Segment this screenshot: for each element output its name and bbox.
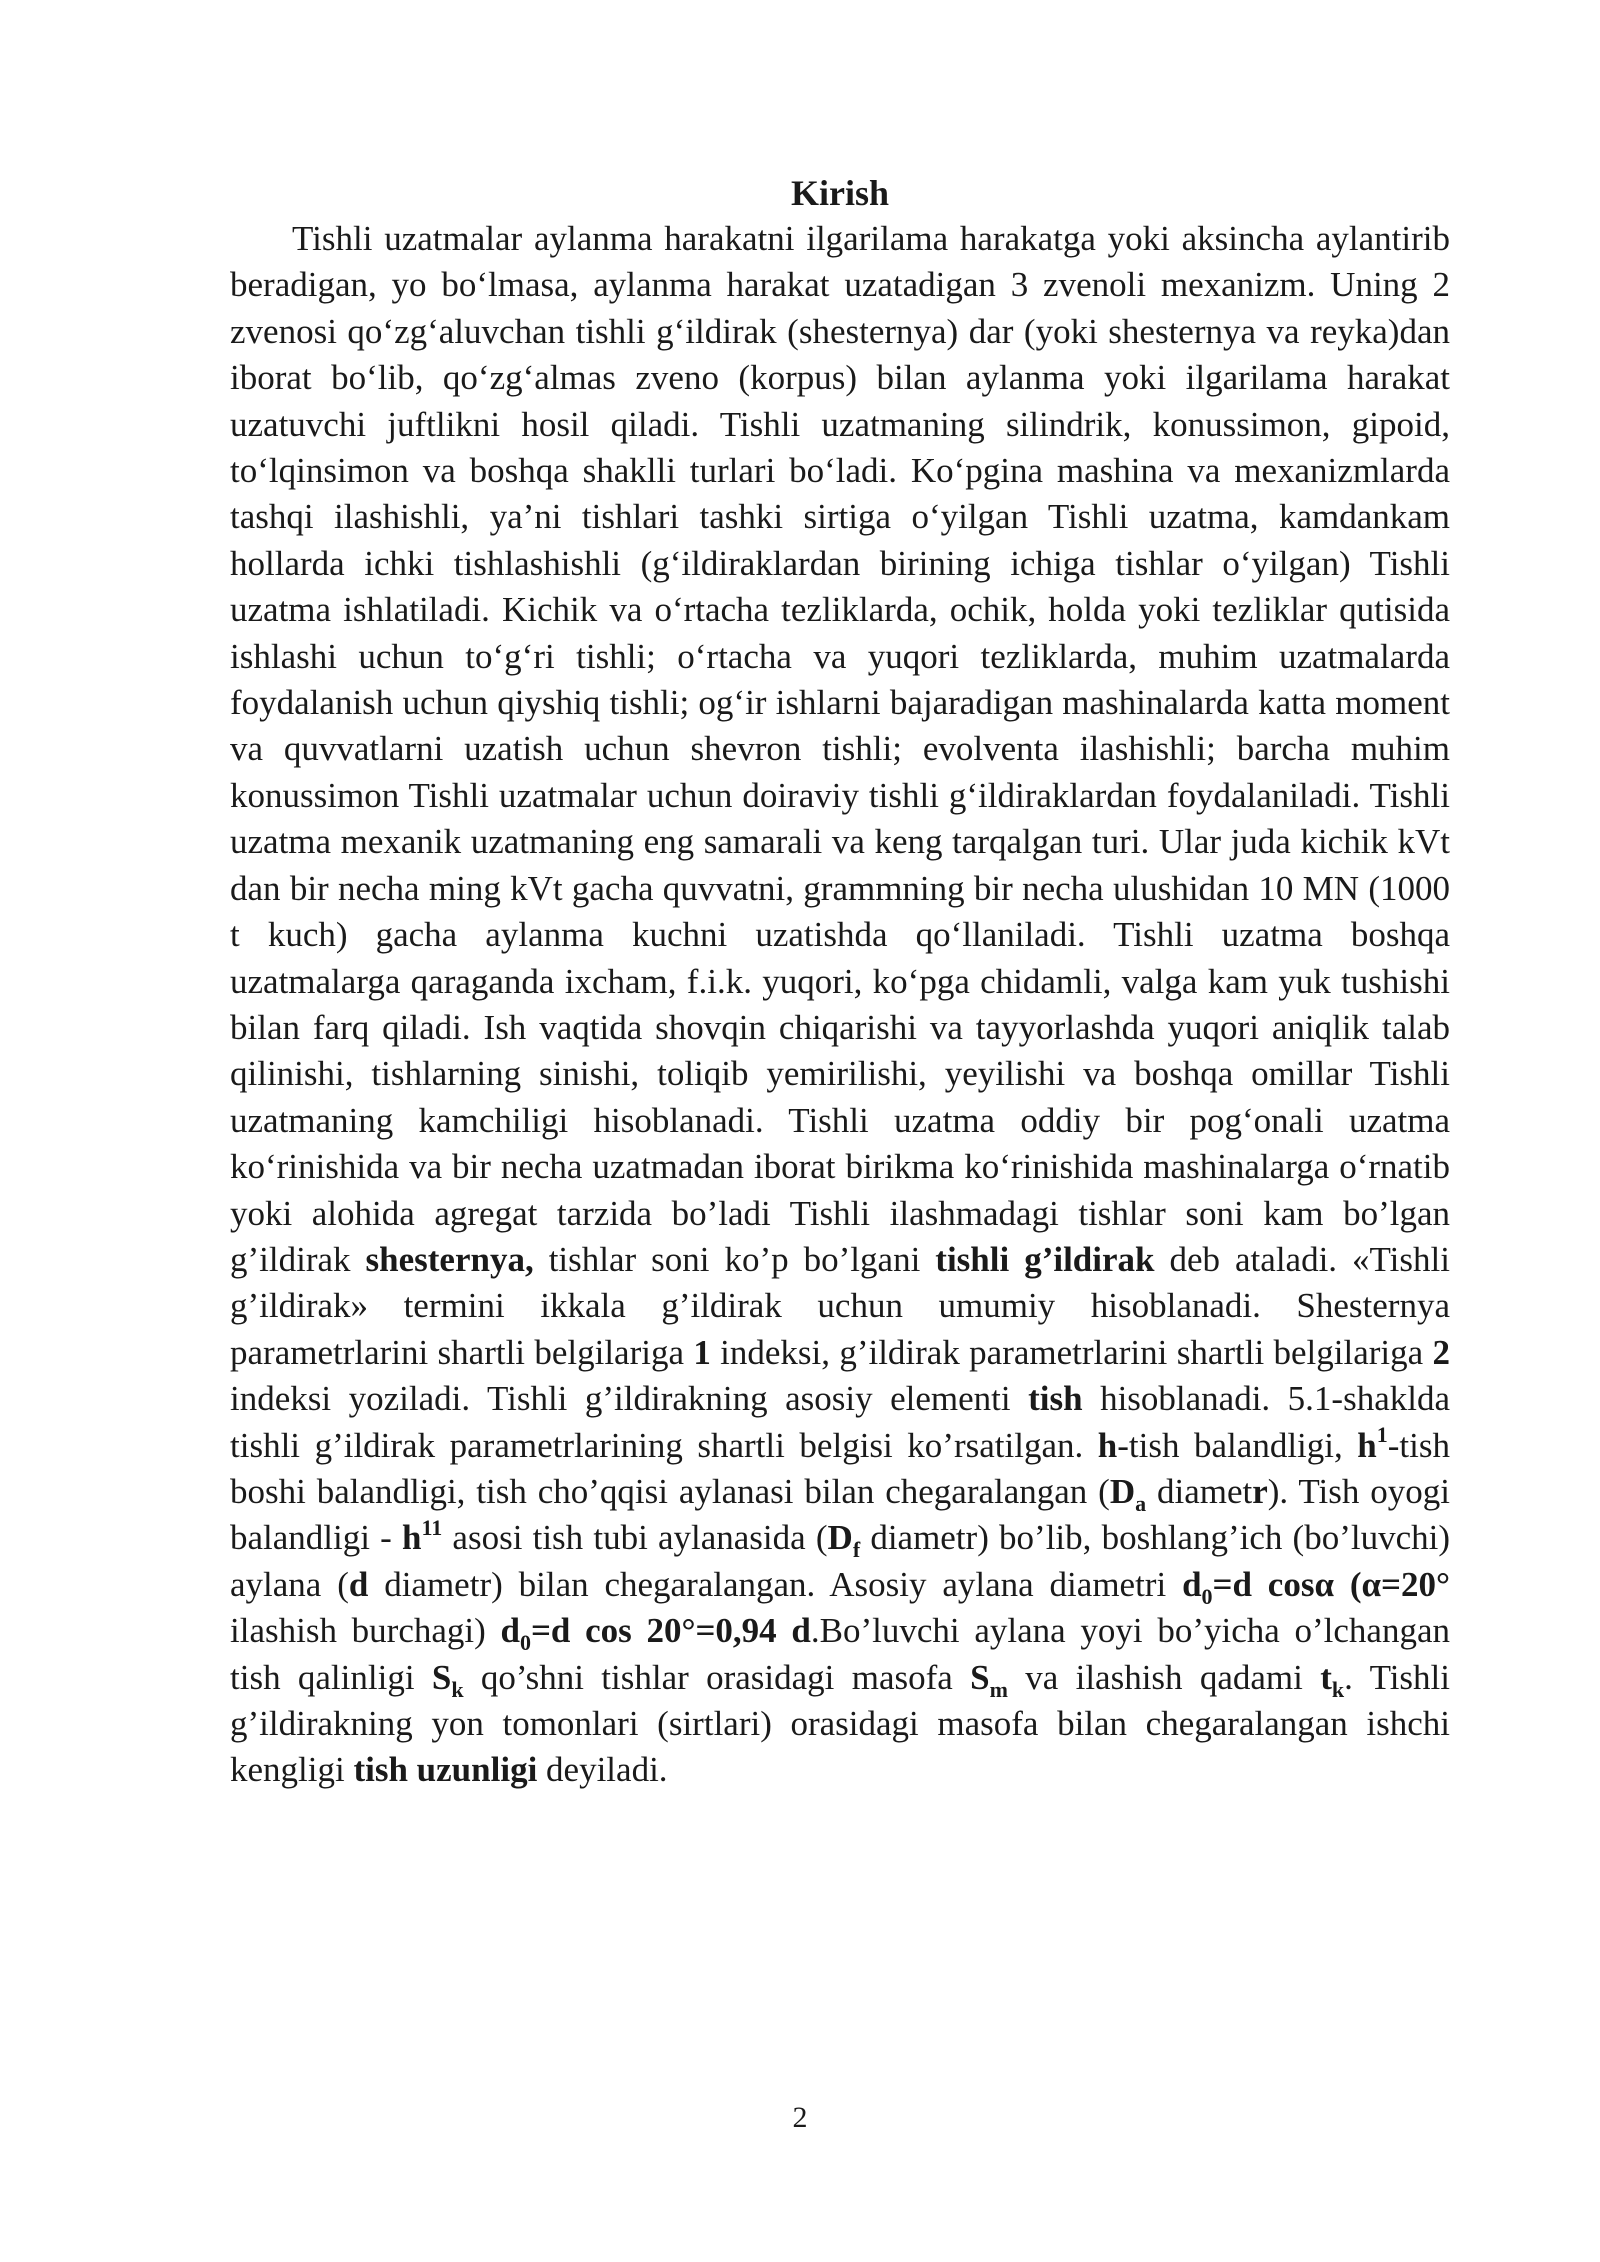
subscript: a xyxy=(1135,1490,1147,1516)
symbol-base: S xyxy=(970,1657,990,1697)
bold-index-2: 2 xyxy=(1432,1332,1450,1372)
superscript: 1 xyxy=(1376,1421,1388,1447)
symbol-base: h xyxy=(1357,1425,1377,1465)
text-run: diametr) bo’lib, boshlang’ich (bo’luvchi) aylana ( xyxy=(230,1518,1450,1604)
subscript: 0 xyxy=(1201,1583,1213,1609)
symbol-base: d xyxy=(500,1611,520,1651)
bold-letter-r: r xyxy=(1252,1471,1268,1511)
text-run: hisoblanadi. 5.1-shaklda tishli g’ildirak parametrlarining shartli belgisi ko’rsatilgan. xyxy=(230,1379,1450,1465)
subscript: m xyxy=(989,1676,1008,1702)
symbol-base: D xyxy=(827,1518,853,1558)
text-run: deyiladi. xyxy=(537,1750,668,1790)
symbol-base: h xyxy=(401,1518,422,1558)
text-run: ilashish burchagi) xyxy=(230,1611,501,1651)
bold-term-shesternya: shesternya, xyxy=(365,1239,534,1279)
body-paragraph xyxy=(230,216,1450,1794)
symbol-tk xyxy=(1320,1657,1345,1702)
symbol-h1 xyxy=(1357,1421,1388,1465)
bold-term-tishli-gildirak: tishli g’ildirak xyxy=(935,1239,1155,1279)
symbol-df xyxy=(827,1518,861,1563)
formula-text: =d cosα (α=20° xyxy=(1212,1564,1450,1604)
superscript: 11 xyxy=(421,1514,443,1540)
text-run: deb ataladi. «Tishli g’ildirak» termini ikkala g’ildirak uchun umumiy hisoblanadi. Shesternya parametrlarini shartli belgilariga xyxy=(230,1239,1450,1372)
symbol-base: D xyxy=(1109,1471,1136,1511)
text-run: qo’shni tishlar orasidagi masofa xyxy=(463,1657,971,1697)
symbol-base: d xyxy=(1182,1564,1202,1604)
text-run: indeksi, g’ildirak parametrlarini shartli belgilariga xyxy=(710,1332,1433,1372)
subscript: k xyxy=(1331,1676,1345,1702)
symbol-sm xyxy=(970,1657,1008,1702)
formula-d0-cos-alpha xyxy=(1182,1564,1450,1609)
subscript: 0 xyxy=(519,1630,531,1656)
symbol-sk xyxy=(431,1657,464,1702)
symbol-base: t xyxy=(1320,1657,1332,1697)
page-number: 2 xyxy=(792,2101,808,2134)
text-run: .Bo’luvchi aylana yoyi bo’yicha o’lchangan tish qalinligi xyxy=(230,1611,1451,1697)
formula-text: =d cos 20°=0,94 d xyxy=(530,1611,811,1651)
symbol-h: h xyxy=(1097,1425,1118,1465)
text-run: ). Tish oyogi balandligi - xyxy=(230,1471,1450,1558)
symbol-h11 xyxy=(401,1514,443,1558)
bold-term-tish: tish xyxy=(1028,1379,1083,1419)
text-run: -tish balandligi, xyxy=(1117,1425,1358,1465)
text-run: indeksi yoziladi. Tishli g’ildirakning asosiy elementi xyxy=(230,1379,1029,1419)
bold-index-1: 1 xyxy=(693,1332,711,1372)
subscript: k xyxy=(451,1676,464,1702)
text-run: Tishli uzatmalar aylanma harakatni ilgarilama harakatga yoki aksincha aylantirib beradigan, yo bo‘lmasa, aylanma harakat uzatadigan 3 zvenoli mexanizm. Uning 2 zvenosi qo‘zg‘aluvchan tishli g‘ildirak (shesternya) dar (yoki shesternya va reyka)dan iborat bo‘lib, qo‘zg‘almas zveno (korpus) bilan aylanma yoki ilgarilama harakat uzatuvchi juftlikni hosil qiladi. Tishli uzatmaning silindrik, konussimon, gipoid, to‘lqinsimon va boshqa shaklli turlari bo‘ladi. Ko‘pgina mashina va mexanizmlarda tashqi ilashishli, ya’ni tishlari tashki sirtiga o‘yilgan Tishli uzatma, kamdankam hollarda ichki tishlashishli (g‘ildiraklardan birining ichiga tishlar o‘yilgan) Tishli uzatma ishlatiladi. Kichik va o‘rtacha tezliklarda, ochik, holda yoki tezliklar qutisida ishlashi uchun to‘g‘ri tishli; o‘rtacha va yuqori tezliklarda, muhim uzatmalarda foydalanish uchun qiyshiq tishli; og‘ir ishlarni bajaradigan mashinalarda katta moment va quvvatlarni uzatish uchun shevron tishli; evolventa ilashishli; barcha muhim konussimon Tishli uzatmalar uchun doiraviy tishli g‘ildiraklardan foydalaniladi. Tishli uzatma mexanik uzatmaning eng samarali va keng tarqalgan turi. Ular juda kichik kVt dan bir necha ming kVt gacha quvvatni, grammning bir necha ulushidan 10 MN (1000 t kuch) gacha aylanma kuchni uzatishda qo‘llaniladi. Tishli uzatma boshqa uzatmalarga qaraganda ixcham, f.i.k. yuqori, ko‘pga chidamli, valga kam yuk tushishi bilan farq qiladi. Ish vaqtida shovqin chiqarishi va tayyorlashda yuqori aniqlik talab qilinishi, tishlarning sinishi, toliqib yemirilishi, yeyilishi va boshqa omillar Tishli uzatmaning kamchiligi hisoblanadi. Tishli uzatma oddiy bir pog‘onali uzatma ko‘rinishida va bir necha uzatmadan iborat birikma ko‘rinishida mashinalarga o‘rnatib yoki alohida agregat tarzida bo’ladi Tishli ilashmadagi tishlar soni kam bo’lgan g’ildirak xyxy=(230,219,1450,1279)
bold-term-tish-uzunligi: tish uzunligi xyxy=(353,1750,538,1790)
text-run: . Tishli g’ildirakning yon tomonlari (sirtlari) orasidagi masofa bilan chegaralangan ishchi kengligi xyxy=(230,1657,1451,1790)
symbol-d: d xyxy=(348,1564,369,1604)
text-run: va ilashish qadami xyxy=(1007,1657,1321,1697)
symbol-da xyxy=(1109,1471,1147,1516)
formula-d0-cos-20 xyxy=(500,1611,811,1656)
text-run: asosi tish tubi aylanasida ( xyxy=(442,1518,828,1558)
symbol-base: S xyxy=(431,1657,452,1697)
text-run: diametr) bilan chegaralangan. Asosiy aylana diametri xyxy=(368,1564,1183,1604)
text-run: -tish boshi balandligi, tish cho’qqisi aylanasi bilan chegaralangan ( xyxy=(230,1425,1450,1511)
page-title: Kirish xyxy=(790,173,889,213)
document-page xyxy=(230,170,1450,1794)
subscript: f xyxy=(852,1537,861,1563)
text-run: tishlar soni ko’p bo’lgani xyxy=(533,1239,936,1279)
text-run: diamet xyxy=(1146,1471,1253,1511)
